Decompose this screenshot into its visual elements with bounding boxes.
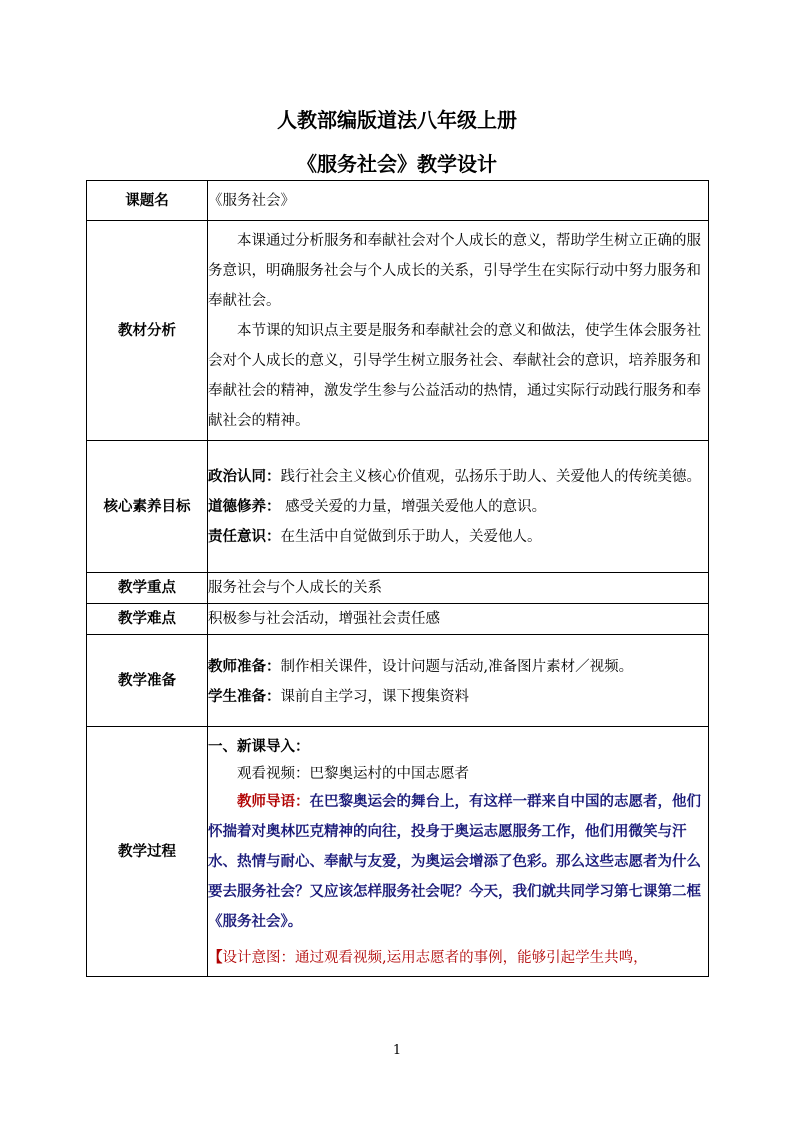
process-intent bbox=[208, 937, 708, 973]
document-title: 人教部编版道法八年级上册 bbox=[277, 108, 517, 132]
value-literacy bbox=[208, 441, 709, 573]
intent-bracket: 【 bbox=[208, 948, 223, 966]
table-row-difficulty bbox=[87, 604, 709, 635]
morality-label: 道德修养： bbox=[208, 497, 281, 515]
morality-text: 感受关爱的力量，增强关爱他人的意识。 bbox=[280, 498, 547, 515]
value-process bbox=[208, 727, 709, 977]
label-process: 教学过程 bbox=[87, 727, 208, 977]
value-focus: 服务社会与个人成长的关系 bbox=[208, 573, 709, 604]
process-video: 观看视频：巴黎奥运村的中国志愿者 bbox=[237, 765, 469, 782]
label-literacy: 核心素养目标 bbox=[87, 441, 208, 573]
table-row-literacy bbox=[87, 441, 709, 573]
politics-text: 践行社会主义核心价值观，弘扬乐于助人、关爱他人的传统美德。 bbox=[280, 468, 701, 485]
label-focus: 教学重点 bbox=[87, 573, 208, 604]
material-paragraph-2: 本节课的知识点主要是服务和奉献社会的意义和做法，使学生体会服务社会对个人成长的意义，引导学生树立服务社会、奉献社会的意识，培养服务和奉献社会的精神，激发学生参与公益活动的热情，通过实际行动践行服务和奉献社会的精神。 bbox=[208, 322, 701, 429]
table-row-topic bbox=[87, 181, 709, 221]
label-preparation: 教学准备 bbox=[87, 635, 208, 727]
label-difficulty: 教学难点 bbox=[87, 604, 208, 635]
material-paragraph-1: 本课通过分析服务和奉献社会对个人成长的意义，帮助学生树立正确的服务意识，明确服务社会与个人成长的关系，引导学生在实际行动中努力服务和奉献社会。 bbox=[208, 232, 701, 309]
value-preparation bbox=[208, 635, 709, 727]
preparation-teacher bbox=[208, 650, 708, 682]
value-topic: 《服务社会》 bbox=[208, 181, 709, 221]
preparation-student bbox=[208, 682, 708, 712]
teacher-text: 制作相关课件，设计问题与活动,准备图片素材／视频。 bbox=[280, 658, 634, 675]
student-text: 课前自主学习，课下搜集资料 bbox=[280, 688, 469, 705]
literacy-morality bbox=[208, 492, 708, 522]
intent-text: 设计意图：通过观看视频,运用志愿者的事例，能够引起学生共鸣， bbox=[222, 949, 648, 966]
guide-text: 在巴黎奥运会的舞台上，有这样一群来自中国的志愿者，他们怀揣着对奥林匹克精神的向往，投身于奥运志愿服务工作，他们用微笑与汗水、热情与耐心、奉献与友爱，为奥运会增添了色彩。那么这些志愿者为什么要去服务社会？又应该怎样服务社会呢？今天，我们就共同学习第七课第二框《服务社会》。 bbox=[208, 792, 701, 930]
responsibility-label: 责任意识： bbox=[208, 527, 281, 545]
label-topic: 课题名 bbox=[87, 181, 208, 221]
process-guide bbox=[208, 787, 708, 937]
lesson-plan-table bbox=[86, 180, 709, 977]
literacy-politics bbox=[208, 462, 708, 492]
page-number: 1 bbox=[392, 1043, 402, 1058]
responsibility-text: 在生活中自觉做到乐于助人，关爱他人。 bbox=[280, 528, 542, 545]
process-heading: 一、新课导入： bbox=[208, 737, 310, 755]
politics-label: 政治认同： bbox=[208, 467, 281, 485]
guide-label: 教师导语： bbox=[237, 792, 310, 810]
document-subtitle: 《服务社会》教学设计 bbox=[297, 152, 497, 176]
value-difficulty: 积极参与社会活动，增强社会责任感 bbox=[208, 604, 709, 635]
table-row-process bbox=[87, 727, 709, 977]
literacy-responsibility bbox=[208, 522, 708, 552]
student-label: 学生准备： bbox=[208, 687, 281, 705]
table-row-preparation bbox=[87, 635, 709, 727]
table-row-material bbox=[87, 221, 709, 441]
teacher-label: 教师准备： bbox=[208, 657, 281, 675]
label-material: 教材分析 bbox=[87, 221, 208, 441]
value-material bbox=[208, 221, 709, 441]
table-row-focus bbox=[87, 573, 709, 604]
